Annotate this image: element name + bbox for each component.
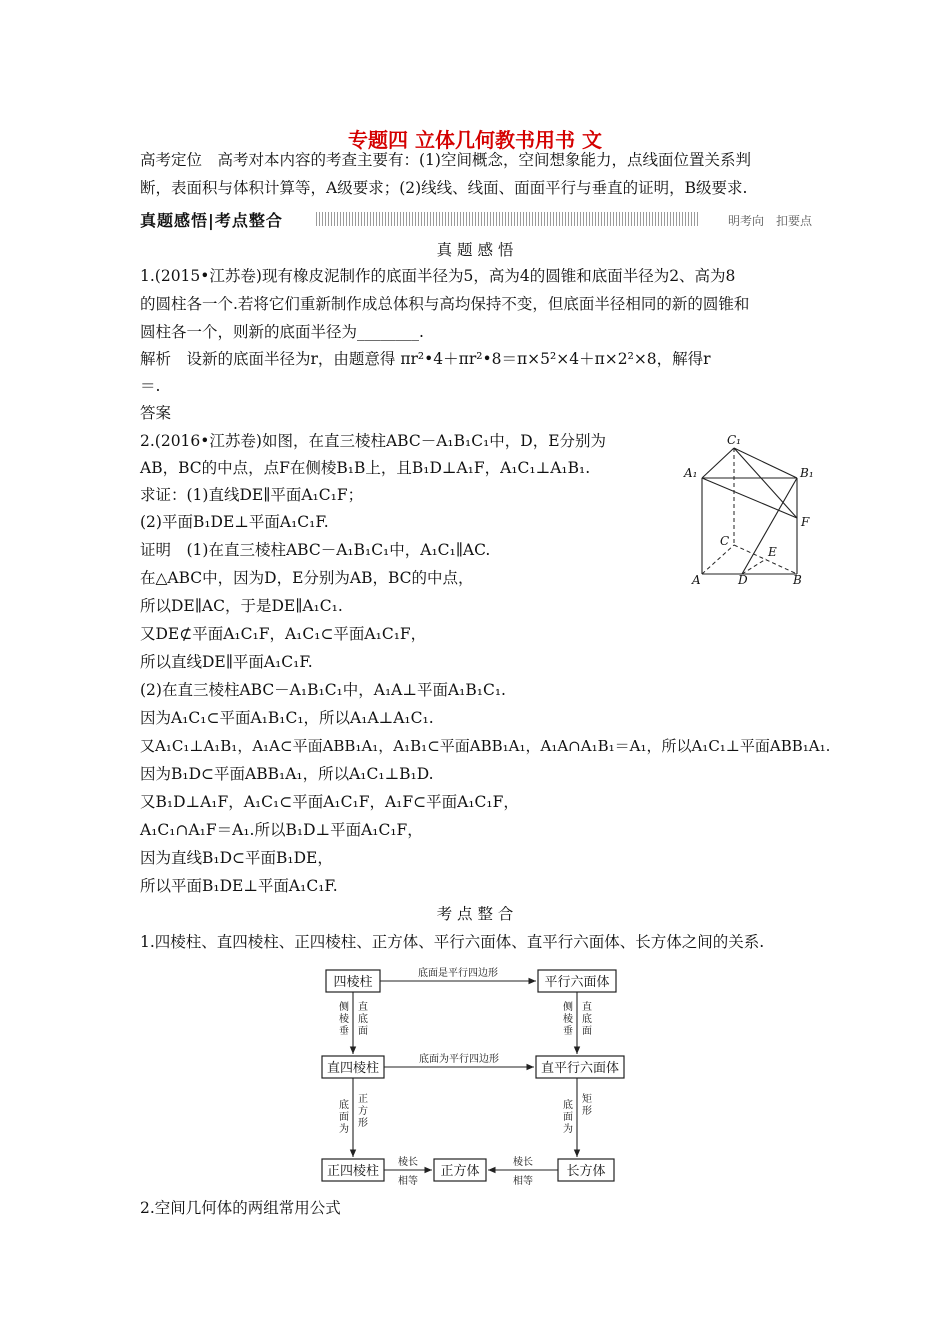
left-lower-col2-3: 形 [358, 1118, 368, 1129]
right-lower-col2-1: 矩 [582, 1094, 592, 1105]
node-pingxing: 平行六面体 [544, 975, 610, 990]
edge-c1b1 [734, 448, 797, 478]
segment-c1f [734, 448, 797, 518]
left-lower-col2-2: 方 [358, 1106, 368, 1117]
problem2-line-1: 2.(2016•江苏卷)如图，在直三棱柱ABC－A₁B₁C₁中，D，E分别为 [140, 432, 607, 450]
problem2-line-4: (2)平面B₁DE⊥平面A₁C₁F. [140, 513, 329, 531]
problem1-line-1: 1.(2015•江苏卷)现有橡皮泥制作的底面半径为5，高为4的圆锥和底面半径为2、高为8 [140, 267, 736, 285]
right-col2-1: 直 [582, 1002, 592, 1013]
problem1-analysis-2: ＝. [140, 377, 161, 395]
left-lower-col2-1: 正 [358, 1094, 368, 1105]
left-lower-col1-1: 底 [339, 1100, 349, 1111]
left-col1-3: 垂 [339, 1026, 349, 1037]
right-lower-col1-2: 面 [563, 1112, 573, 1123]
node-zhengsiling: 正四棱柱 [326, 1164, 380, 1179]
edge-label-top: 底面是平行四边形 [418, 968, 498, 979]
page-title: 专题四 立体几何教书用书 文 [348, 128, 602, 152]
problem1-line-3: 圆柱各一个，则新的底面半径为________. [140, 323, 424, 341]
banner-right-text: 明考向 扣要点 [727, 214, 812, 228]
node-zhisiling: 直四棱柱 [326, 1061, 380, 1076]
node-changfangti: 长方体 [566, 1164, 606, 1179]
prism-figure [680, 430, 820, 590]
node-siling: 四棱柱 [333, 975, 373, 990]
problem2-line-13: 因为B₁D⊂平面ABB₁A₁，所以A₁C₁⊥B₁D. [140, 765, 434, 783]
label-d: D [738, 573, 748, 587]
problem2-line-14: 又B₁D⊥A₁F，A₁C₁⊂平面A₁C₁F，A₁F⊂平面A₁C₁F， [140, 793, 519, 811]
left-col2-2: 底 [358, 1014, 368, 1025]
label-c: C [720, 534, 730, 548]
right-col1-3: 垂 [563, 1026, 573, 1037]
node-zhengfangti: 正方体 [440, 1164, 480, 1179]
left-lower-col1-3: 为 [339, 1124, 349, 1135]
label-b: B [793, 573, 802, 587]
problem2-line-16: 因为直线B₁D⊂平面B₁DE， [140, 849, 333, 867]
section-heading-1: 真 题 感 悟 [436, 241, 514, 259]
problem2-line-7: 所以DE∥AC，于是DE∥A₁C₁. [140, 597, 343, 615]
node-zhipingxing: 直平行六面体 [540, 1061, 620, 1076]
bottom-right-label-top: 棱长 [513, 1157, 533, 1168]
left-lower-col1-2: 面 [339, 1112, 349, 1123]
relationship-diagram [320, 962, 640, 1192]
problem2-line-12: 又A₁C₁⊥A₁B₁，A₁A⊂平面ABB₁A₁，A₁B₁⊂平面ABB₁A₁，A₁A∩A₁B₁＝A₁，所以A₁C₁⊥平面ABB₁A₁. [140, 737, 831, 755]
problem1-answer: 答案 [140, 404, 172, 422]
left-col2-1: 直 [358, 1002, 368, 1013]
section-heading-2: 考 点 整 合 [436, 905, 514, 923]
problem2-line-8: 又DE⊄平面A₁C₁F，A₁C₁⊂平面A₁C₁F， [140, 625, 427, 643]
problem2-line-15: A₁C₁∩A₁F＝A₁.所以B₁D⊥平面A₁C₁F， [140, 821, 423, 839]
bottom-right-label-bottom: 相等 [513, 1176, 533, 1187]
edge-ac-hidden [702, 545, 734, 574]
label-f: F [801, 515, 810, 529]
segment-b1d [742, 478, 797, 574]
label-a: A [692, 573, 701, 587]
left-col1-2: 棱 [339, 1014, 349, 1025]
problem1-line-2: 的圆柱各一个.若将它们重新制作成总体积与高均保持不变，但底面半径相同的新的圆锥和 [140, 295, 750, 313]
problem2-line-5: 证明 (1)在直三棱柱ABC－A₁B₁C₁中，A₁C₁∥AC. [140, 541, 491, 559]
problem2-line-2: AB，BC的中点，点F在侧棱B₁B上，且B₁D⊥A₁F，A₁C₁⊥A₁B₁. [140, 459, 591, 477]
label-a1: A₁ [684, 466, 698, 480]
banner-label: 真题感悟|考点整合 [140, 208, 289, 231]
right-lower-col1-3: 为 [563, 1124, 573, 1135]
intro-line-2: 断，表面积与体积计算等，A级要求；(2)线线、线面、面面平行与垂直的证明，B级要求. [140, 179, 748, 197]
right-col1-1: 侧 [563, 1002, 573, 1013]
segment-a1f [702, 478, 797, 518]
problem2-line-11: 因为A₁C₁⊂平面A₁B₁C₁，所以A₁A⊥A₁C₁. [140, 709, 434, 727]
point2-text: 2.空间几何体的两组常用公式 [140, 1199, 341, 1217]
problem2-line-6: 在△ABC中，因为D，E分别为AB，BC的中点， [140, 569, 474, 587]
right-col2-2: 底 [582, 1014, 592, 1025]
label-c1: C₁ [727, 433, 741, 447]
problem2-line-17: 所以平面B₁DE⊥平面A₁C₁F. [140, 877, 338, 895]
right-lower-col1-1: 底 [563, 1100, 573, 1111]
problem1-analysis-1: 解析 设新的底面半径为r，由题意得 πr²•4＋πr²•8＝π×5²×4＋π×2²×8，解得r [140, 350, 711, 368]
section-banner [140, 208, 812, 232]
right-lower-col2-2: 形 [582, 1106, 592, 1117]
left-col2-3: 面 [358, 1026, 368, 1037]
edge-cb-hidden [734, 545, 797, 574]
label-b1: B₁ [800, 466, 814, 480]
bottom-left-label-bottom: 相等 [398, 1176, 418, 1187]
edge-a1c1 [702, 448, 734, 478]
right-col1-2: 棱 [563, 1014, 573, 1025]
intro-line-1: 高考定位 高考对本内容的考查主要有：(1)空间概念，空间想象能力，点线面位置关系判 [140, 151, 751, 169]
right-col2-3: 面 [582, 1026, 592, 1037]
bottom-left-label-top: 棱长 [398, 1157, 418, 1168]
point1-text: 1.四棱柱、直四棱柱、正四棱柱、正方体、平行六面体、直平行六面体、长方体之间的关系. [140, 933, 765, 951]
problem2-line-9: 所以直线DE∥平面A₁C₁F. [140, 653, 313, 671]
edge-label-mid: 底面为平行四边形 [419, 1054, 499, 1065]
label-e: E [768, 545, 777, 559]
left-col1-1: 侧 [339, 1002, 349, 1013]
segment-de-hidden [742, 559, 766, 574]
problem2-line-3: 求证：(1)直线DE∥平面A₁C₁F； [140, 486, 364, 504]
banner-hatch [316, 212, 700, 226]
problem2-line-10: (2)在直三棱柱ABC－A₁B₁C₁中，A₁A⊥平面A₁B₁C₁. [140, 681, 506, 699]
